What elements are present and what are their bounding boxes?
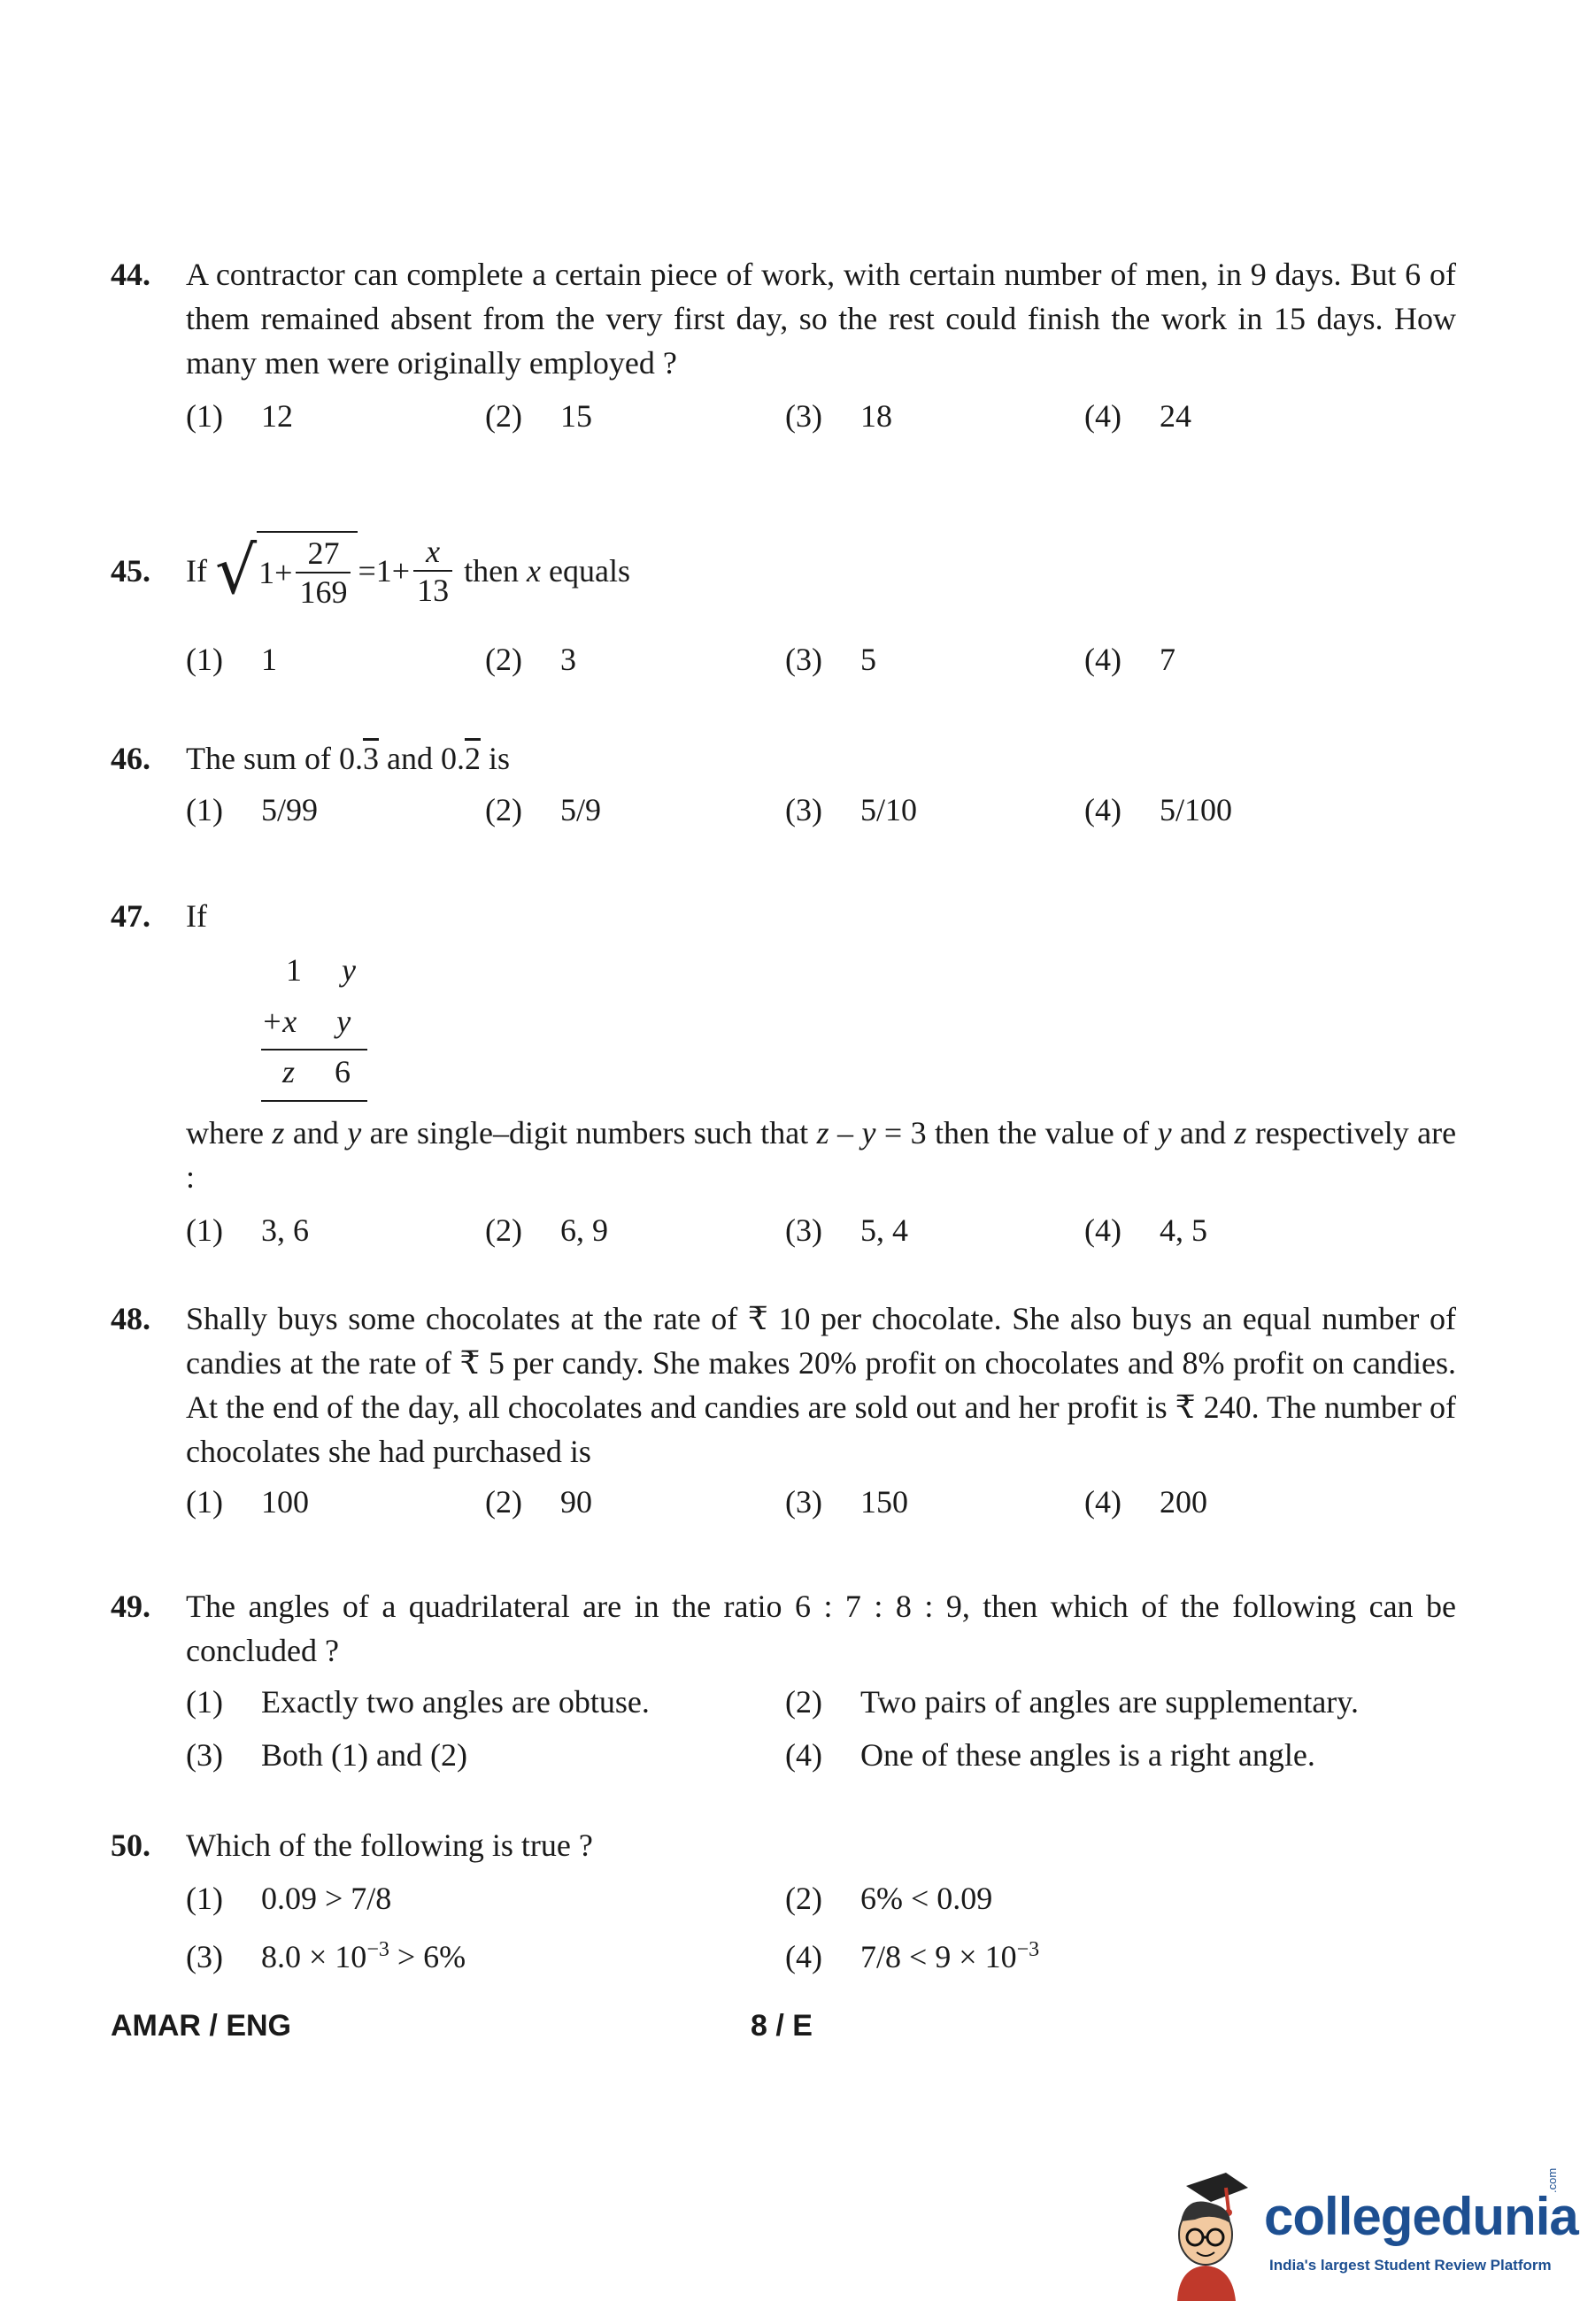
option-50-3: (3) $8.0 \times 10^{-3} > 6\%$ (186, 1938, 466, 1974)
option-50-4: (4) $7/8 < 9 \times 10^{-3}$ (785, 1938, 1040, 1974)
question-44 (111, 252, 1456, 403)
fraction-x-13: $\frac{x}{13}$ (413, 533, 452, 609)
option-46-3: (3) 5/10 (785, 792, 918, 827)
option-50-2: (2) 6% < 0.09 (785, 1881, 993, 1916)
logo-wordmark: collegedunia (1264, 2187, 1578, 2246)
option-45-1: (1) 1 (186, 642, 277, 677)
option-44-4: (4) 24 (1084, 398, 1191, 434)
addition-row-1: 1 y (286, 952, 356, 988)
footer-code: AMAR / ENG (111, 2009, 291, 2043)
question-number: 45. (111, 553, 150, 589)
question-number: 44. (111, 257, 150, 292)
question-number: 49. (111, 1589, 150, 1624)
question-text: The angles of a quadrilateral are in the ratio 6 : 7 : 8 : 9, then which of the following can be concluded ? (186, 1589, 1456, 1668)
fraction-27-169: $\frac{27}{169}$ (296, 535, 351, 611)
question-number: 50. (111, 1828, 150, 1863)
option-44-2: (2) 15 (485, 398, 592, 434)
logo-domain: .com (1545, 2167, 1559, 2193)
question-48 (111, 1297, 1456, 1474)
question-47 (111, 894, 1456, 938)
option-49-4: (4) One of these angles is a right angle. (785, 1737, 1315, 1773)
option-50-1: (1) 0.09 > 7/8 (186, 1881, 392, 1916)
question-number: 46. (111, 741, 150, 776)
option-47-2: (2) 6, 9 (485, 1212, 608, 1248)
addition-row-2: +x y (261, 1004, 351, 1039)
option-46-2: (2) 5/9 (485, 792, 602, 827)
addition-rule-bottom (261, 1100, 367, 1102)
addition-result-row: z 6 (282, 1054, 351, 1089)
question-45 (111, 522, 1456, 619)
option-49-2: (2) Two pairs of angles are supplementary. (785, 1684, 1359, 1720)
question-equation: If √ 1+ $\frac{27}{169}$ =1+ $\frac{x}{13}$ then x equals (186, 533, 630, 610)
question-text: A contractor can complete a certain piece of work, with certain number of men, in 9 days. But 6 of them remained absent from the very first day, so the rest could finish the work in 15 days. How many men were originally employed ? (186, 257, 1456, 381)
option-44-3: (3) 18 (785, 398, 892, 434)
option-47-3: (3) 5, 4 (785, 1212, 908, 1248)
logo-tagline: India's largest Student Review Platform (1269, 2257, 1552, 2274)
question-46 (111, 736, 1456, 781)
repeating-decimal-0-2: 0.2 (440, 741, 481, 776)
option-46-1: (1) 5/99 (186, 792, 319, 827)
square-root: √ 1+ $\frac{27}{169}$ (215, 531, 358, 611)
option-49-3: (3) Both (1) and (2) (186, 1737, 467, 1773)
question-47-condition (111, 1111, 1456, 1199)
question-number: 48. (111, 1301, 150, 1336)
option-47-1: (1) 3, 6 (186, 1212, 309, 1248)
option-48-4: (4) 200 (1084, 1484, 1207, 1520)
repeating-decimal-0-3: 0.3 (338, 741, 379, 776)
option-46-4: (4) 5/100 (1084, 792, 1233, 827)
option-45-2: (2) 3 (485, 642, 576, 677)
question-text: Which of the following is true ? (186, 1828, 593, 1863)
question-number: 47. (111, 898, 150, 934)
option-45-3: (3) 5 (785, 642, 876, 677)
option-49-1: (1) Exactly two angles are obtuse. (186, 1684, 650, 1720)
question-text: Shally buys some chocolates at the rate of ₹ 10 per chocolate. She also buys an equal number of candies at the rate of ₹ 5 per candy. She makes 20% profit on chocolates and 8% profit on candies. At the end of the day, all chocolates and candies are sold out and her profit is ₹ 240. The number of chocolates she had purchased is (186, 1301, 1456, 1469)
question-text: The sum of 0.3 and 0.2 is (186, 741, 510, 776)
option-47-4: (4) 4, 5 (1084, 1212, 1207, 1248)
student-mascot-icon (1160, 2168, 1261, 2301)
option-48-1: (1) 100 (186, 1484, 309, 1520)
addition-rule-top (261, 1049, 367, 1050)
option-48-2: (2) 90 (485, 1484, 592, 1520)
option-44-1: (1) 12 (186, 398, 293, 434)
question-49 (111, 1584, 1456, 1673)
option-45-4: (4) 7 (1084, 642, 1175, 677)
option-48-3: (3) 150 (785, 1484, 908, 1520)
question-text: If (186, 898, 207, 934)
question-50 (111, 1823, 1456, 1867)
page-number: 8 / E (751, 2009, 813, 2043)
collegedunia-logo (1160, 2167, 1578, 2301)
question-text: where z and y are single–digit numbers such that z – y = 3 then the value of y and z respectively are : (186, 1115, 1457, 1195)
